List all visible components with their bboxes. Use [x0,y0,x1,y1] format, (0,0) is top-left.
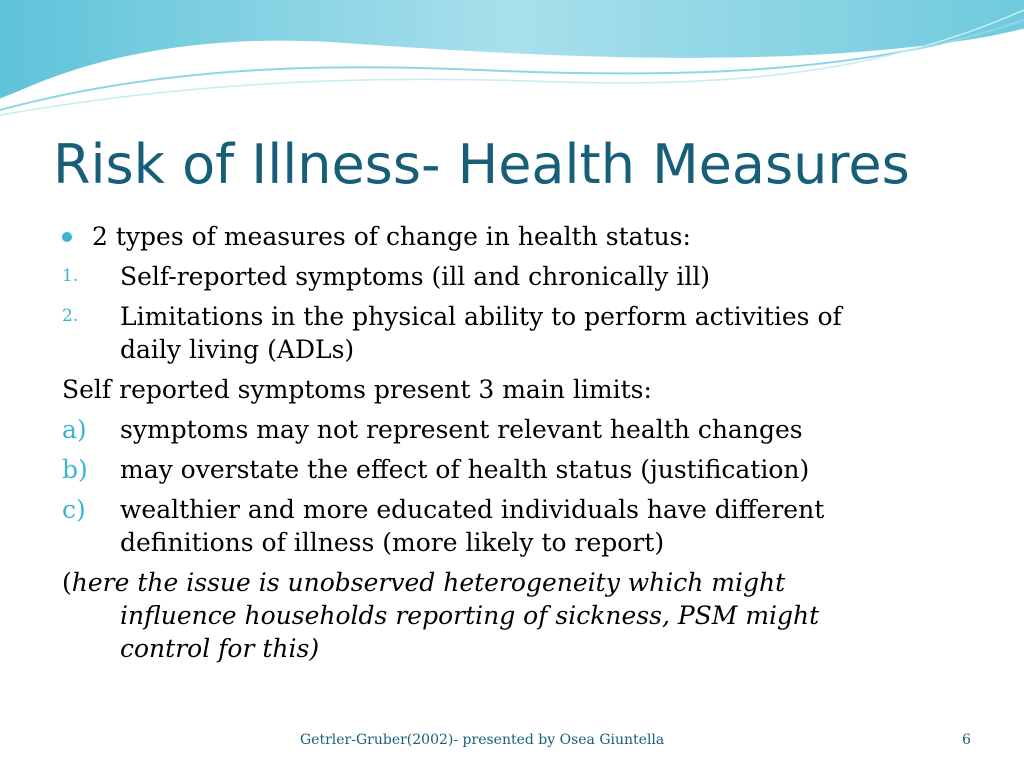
item-marker: 2. [62,306,79,326]
bullet-text: 2 types of measures of change in health status: [92,222,691,251]
bullet-item [62,220,992,253]
lettered-item-b [62,453,992,486]
note-line: influence households reporting of sickness, PSM might [120,601,820,630]
slide-title: Risk of Illness- Health Measures [53,133,910,196]
bullet-dot-icon [62,232,72,242]
item-text: may overstate the effect of health status (justification) [120,455,810,484]
item-marker: 1. [62,266,79,286]
note-paragraph [62,566,992,665]
item-text: wealthier and more educated individuals have different [120,495,825,524]
item-text: Limitations in the physical ability to perform activities of [120,302,842,331]
numbered-item-1 [62,260,992,293]
item-text-continued: daily living (ADLs) [120,335,355,364]
item-marker: c) [62,495,86,524]
note-line: here the issue is unobserved heterogeneity which might [71,568,786,597]
slide-number: 6 [962,732,971,748]
footer-citation: Getrler-Gruber(2002)- presented by Osea Giuntella [300,732,665,748]
item-marker: b) [62,455,88,484]
note-open-paren: ( [62,568,72,597]
limits-intro: Self reported symptoms present 3 main limits: [62,375,652,404]
item-text: symptoms may not represent relevant health changes [120,415,803,444]
header-wave-decoration [0,0,1024,120]
numbered-item-2 [62,300,992,366]
item-marker: a) [62,415,87,444]
item-text-continued: definitions of illness (more likely to report) [120,528,665,557]
item-text: Self-reported symptoms (ill and chronically ill) [120,262,711,291]
lettered-item-c [62,493,992,559]
lettered-item-a [62,413,992,446]
slide-footer [0,732,1024,756]
note-line: control for this) [120,634,320,663]
slide-body [62,220,992,665]
